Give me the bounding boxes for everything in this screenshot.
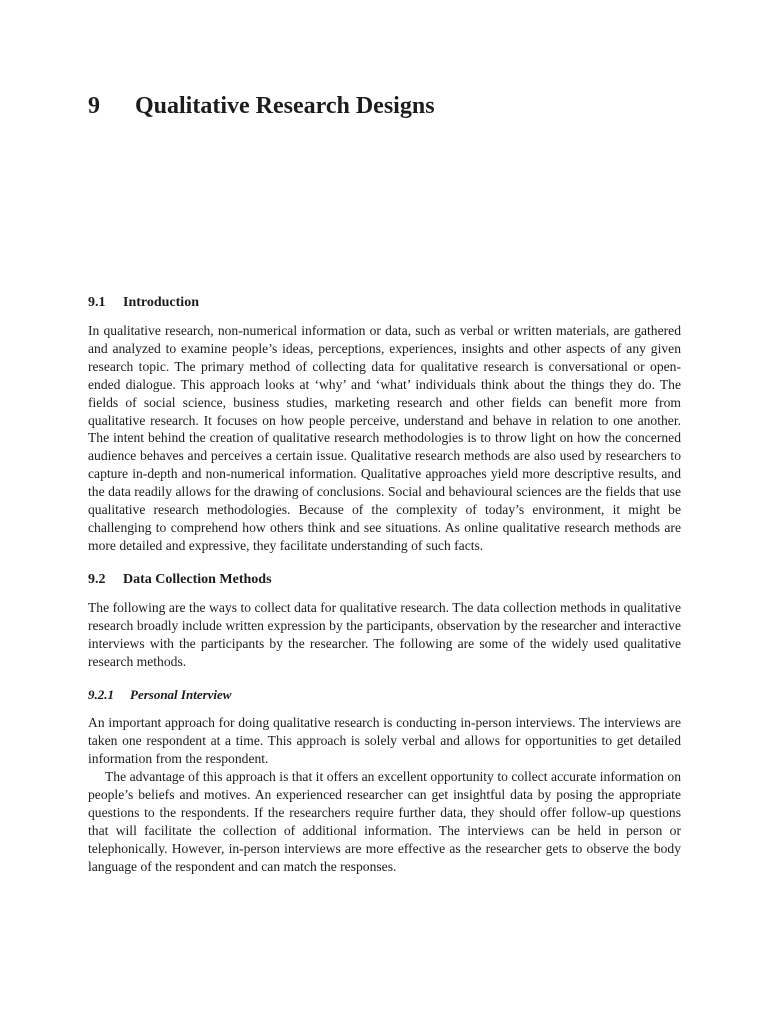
section-heading-introduction	[88, 293, 681, 313]
paragraph: In qualitative research, non-numerical information or data, such as verbal or written materials, are gathered and analyzed to examine people’s ideas, perceptions, experiences, insights and other aspects of any given research topic. The primary method of collecting data for qualitative research is conversational or open-ended dialogue. This approach looks at ‘why’ and ‘what’ individuals think about the things they do. The fields of social science, business studies, marketing research and other fields can benefit more from qualitative research. It focuses on how people perceive, understand and behave in relation to one another. The intent behind the creation of qualitative research methodologies is to throw light on how the concerned audience behaves and perceives a certain issue. Qualitative research methods are also used by researchers to capture in-depth and non-numerical information. Qualitative approaches yield more descriptive results, and the data readily allows for the drawing of conclusions. Social and behavioural sciences are the fields that use qualitative research methodologies. Because of the complexity of today’s environment, it might be challenging to comprehend how others think and see situations. As online qualitative research methods are more detailed and expressive, they facilitate understanding of such facts.	[88, 323, 681, 553]
chapter-number: 9	[88, 93, 100, 119]
subsection-heading-personal-interview	[88, 685, 681, 705]
paragraph: The following are the ways to collect data for qualitative research. The data collection methods in qualitative research broadly include written expression by the participants, observation by the researcher and interactive interviews with the participants by the researcher. The following are some of the widely used qualitative research methods.	[88, 599, 681, 669]
paragraph: An important approach for doing qualitative research is conducting in-person interviews. The interviews are taken one respondent at a time. This approach is solely verbal and allows for opportunities to get detailed information from the respondent.	[88, 715, 681, 767]
section-heading-data-collection	[88, 570, 681, 590]
subsection-title: Personal Interview	[130, 687, 232, 703]
section-title: Data Collection Methods	[123, 571, 272, 587]
section-title: Introduction	[123, 295, 199, 310]
chapter-title	[88, 90, 435, 122]
paragraph: The advantage of this approach is that it offers an excellent opportunity to collect accurate information on people’s beliefs and motives. An experienced researcher can get insightful data by posing the appropriate questions to the respondents. If the researchers require further data, they should offer follow-up questions that will facilitate the collection of additional information. The interviews can be held in person or telephonically. However, in-person interviews are more effective as the researcher gets to observe the body language of the respondent and can match the responses.	[88, 769, 681, 874]
section-number: 9.1	[88, 295, 106, 310]
page-body	[88, 293, 681, 876]
section-number: 9.2	[88, 571, 106, 587]
subsection-number: 9.2.1	[88, 687, 114, 703]
chapter-title-text: Qualitative Research Designs	[135, 93, 435, 119]
